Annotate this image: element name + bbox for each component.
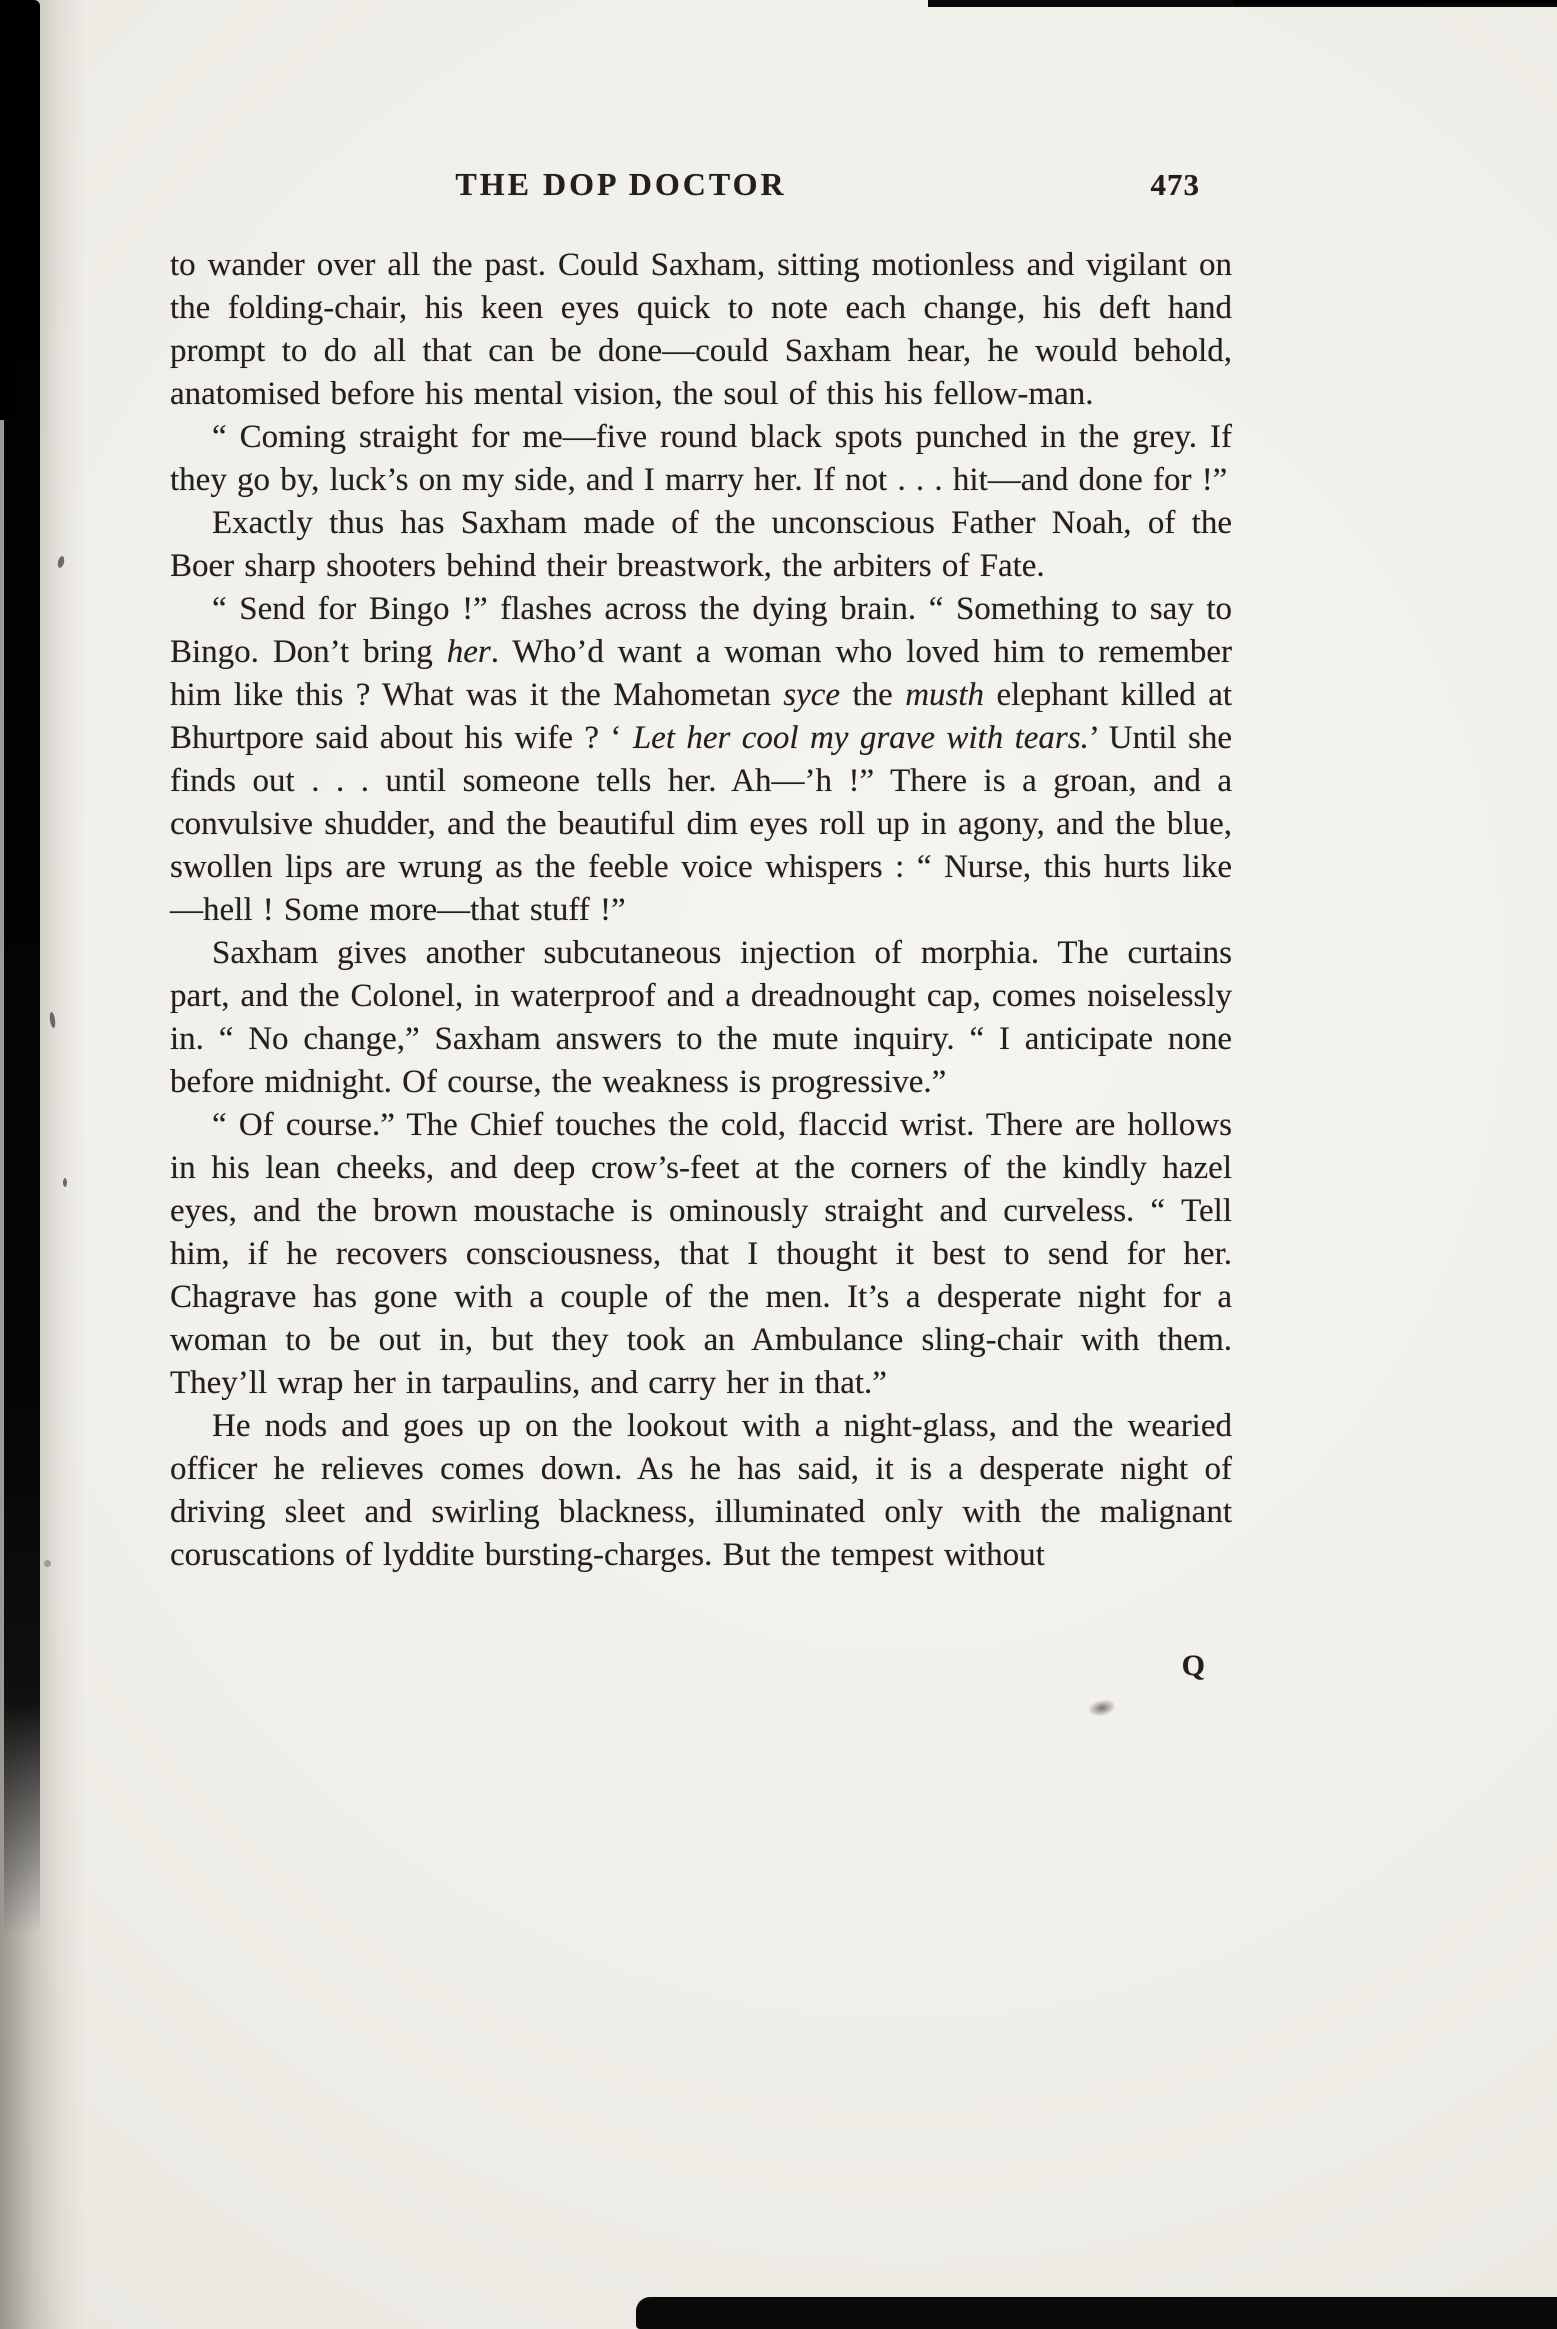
page-body [170, 244, 1232, 1577]
paragraph [170, 1405, 1232, 1577]
text-run: Saxham gives another subcutaneous injection of morphia. The curtains part, and the Colonel, in waterproof and a dreadnought cap, comes noiselessly in. “ No change,” Saxham answers to the mute inquiry. “ I anticipate none before midnight. Of course, the weakness is progressive.” [170, 935, 1232, 1100]
ink-speck [44, 1560, 51, 1567]
text-run: the [840, 677, 906, 713]
paragraph [170, 244, 1232, 416]
italic-text-run: syce [783, 677, 841, 713]
scan-edge-top [928, 0, 1557, 7]
page-number: 473 [1150, 167, 1200, 202]
scan-edge-black-left [4, 0, 40, 1935]
text-run: elephant killed at Bhurtpore said about his wife ? ‘ [170, 677, 1233, 756]
paragraph [170, 1104, 1232, 1405]
text-run: “ Send for Bingo !” flashes across the dying brain. “ Something to say to Bingo. Don’t bring [170, 591, 1232, 670]
running-title: THE DOP DOCTOR [455, 166, 787, 202]
text-run: “ Of course.” The Chief touches the cold, flaccid wrist. There are hollows in his lean cheeks, and deep crow’s-feet at the corners of the kindly hazel eyes, and the brown moustache is ominously straight and curveless. “ Tell him, if he recovers consciousness, that I thought it best to send for her. Chagrave has gone with a couple of the men. It’s a desperate night for a woman to be out in, but they took an Ambulance sling-chair with them. They’ll wrap her in tarpaulins, and carry her in that.” [170, 1107, 1232, 1401]
italic-text-run: Let her cool my grave with tears. [632, 720, 1089, 756]
scan-edge-bottom [636, 2297, 1557, 2329]
paragraph [170, 588, 1232, 932]
text-run: . Who’d want a woman who loved him to remember him like this ? What was it the Mahometan [170, 634, 1232, 713]
paragraph [170, 502, 1232, 588]
text-run: He nods and goes up on the lookout with a night-glass, and the wearied officer he relieves comes down. As he has said, it is a desperate night of driving sleet and swirling blackness, illuminated only with the malignant coruscations of lyddite bursting-charges. But the tempest without [170, 1408, 1232, 1573]
text-run: ’ Until she finds out . . . until someone tells her. Ah—’h !” There is a groan, and a convulsive shudder, and the beautiful dim eyes roll up in agony, and the blue, swollen lips are wrung as the feeble voice whispers : “ Nurse, this hurts like—hell ! Some more—that stuff !” [170, 720, 1233, 928]
paragraph [170, 416, 1232, 502]
ink-speck [63, 1178, 67, 1187]
page-header [170, 166, 1232, 212]
text-run: “ Coming straight for me—five round black spots punched in the grey. If they go by, luck’s on my side, and I marry her. If not . . . hit—and done for !” [170, 419, 1232, 498]
text-run: Exactly thus has Saxham made of the unconscious Father Noah, of the Boer sharp shooters behind their breastwork, the arbiters of Fate. [170, 505, 1232, 584]
text-run: to wander over all the past. Could Saxham, sitting motionless and vigilant on the folding-chair, his keen eyes quick to note each change, his deft hand prompt to do all that can be done—could Saxham hear, he would behold, anatomised before his mental vision, the soul of this his fellow-man. [170, 247, 1232, 412]
italic-text-run: musth [905, 677, 985, 713]
paragraph [170, 932, 1232, 1104]
printer-signature-mark: Q [1181, 1649, 1206, 1682]
italic-text-run: her [446, 634, 491, 670]
